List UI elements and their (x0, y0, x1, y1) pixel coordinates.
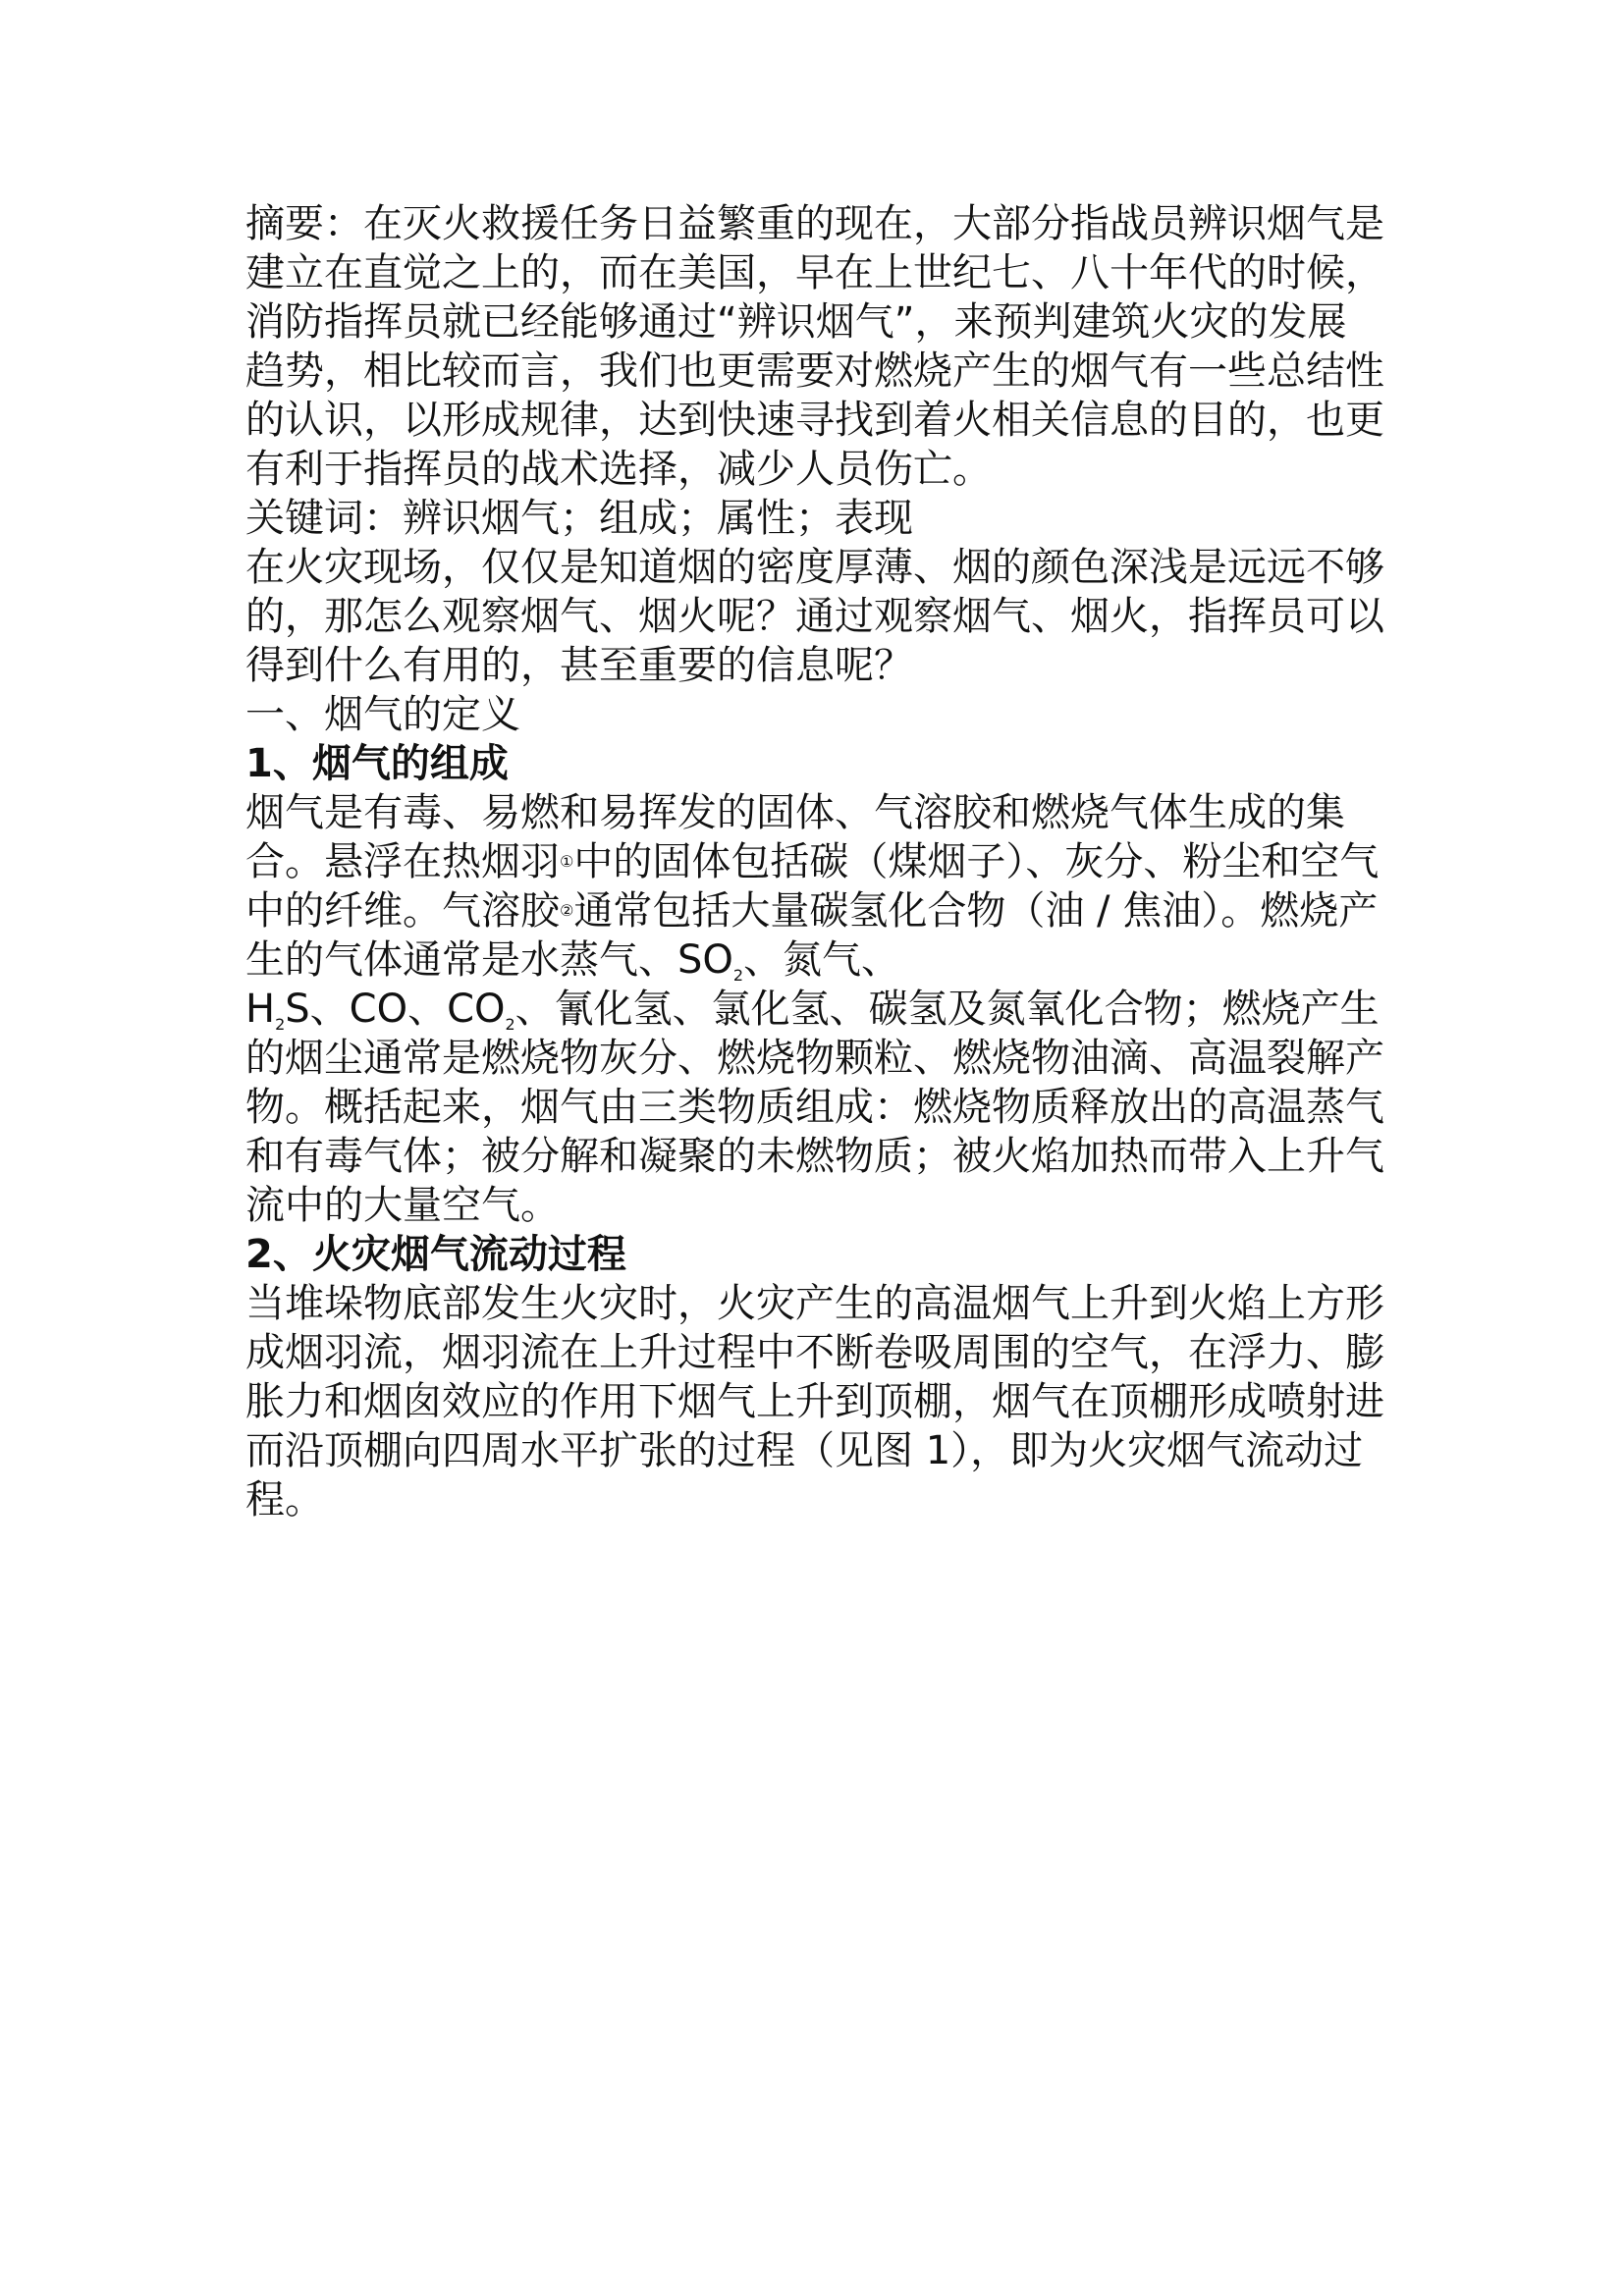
subsection-heading-flow: 2、火灾烟气流动过程 (245, 1232, 626, 1277)
section-heading-definition: 一、烟气的定义 (245, 692, 520, 737)
abstract-paragraph: 摘要：在灭火救援任务日益繁重的现在，大部分指战员辨识烟气是建立在直觉之上的，而在美国，早在上世纪七、八十年代的时候，消防指挥员就已经能够通过“辨识烟气”，来预判建筑火灾的发展趋势，相比较而言，我们也更需要对燃烧产生的烟气有一些总结性的认识，以形成规律，达到快速寻找到着火相关信息的目的，也更有利于指挥员的战术选择，减少人员伤亡。 (245, 201, 1384, 492)
composition-text-b: 中的固体包括碳（煤烟子）、灰分、粉尘和空气中的纤维。气溶胶 (245, 839, 1380, 934)
footnote-marker-1: ① (560, 852, 574, 871)
flow-paragraph: 当堆垛物底部发生火灾时，火灾产生的高温烟气上升到火焰上方形成烟羽流，烟羽流在上升过程中不断卷吸周围的空气，在浮力、膨胀力和烟囱效应的作用下烟气上升到顶棚，烟气在顶棚形成喷射进而沿顶棚向四周水平扩张的过程（见图 1），即为火灾烟气流动过程。 (245, 1281, 1384, 1522)
keywords-line: 关键词：辨识烟气；组成；属性；表现 (245, 496, 913, 541)
subscript-h2s: 2 (275, 1015, 286, 1034)
composition-text-c: 通常包括大量碳氢化合物（油 / 焦油）。燃烧产生的气体通常是水蒸气、SO (245, 888, 1379, 983)
document-page (245, 199, 1384, 1524)
composition-text-d: 、氮气、 H (245, 937, 901, 1032)
composition-text-e: S、CO、CO (285, 987, 506, 1032)
footnote-marker-2: ② (560, 901, 574, 920)
subsection-heading-composition: 1、烟气的组成 (245, 741, 509, 786)
subscript-co2: 2 (505, 1015, 515, 1034)
composition-text-f: 、氰化氢、氯化氢、碳氢及氮氧化合物；燃烧产生的烟尘通常是燃烧物灰分、燃烧物颗粒、燃烧物油滴、高温裂解产物。概括起来，烟气由三类物质组成：燃烧物质释放出的高温蒸气和有毒气体；被分解和凝聚的未燃物质；被火焰加热而带入上升气流中的大量空气。 (245, 987, 1384, 1228)
composition-paragraph (245, 788, 1384, 1230)
intro-paragraph: 在火灾现场，仅仅是知道烟的密度厚薄、烟的颜色深浅是远远不够的，那怎么观察烟气、烟火呢？通过观察烟气、烟火，指挥员可以得到什么有用的，甚至重要的信息呢？ (245, 545, 1384, 688)
composition-text-a: 烟气是有毒、易燃和易挥发的固体、气溶胶和燃烧气体生成的集合。悬浮在热烟羽 (245, 790, 1345, 884)
subscript-so2: 2 (732, 966, 744, 985)
